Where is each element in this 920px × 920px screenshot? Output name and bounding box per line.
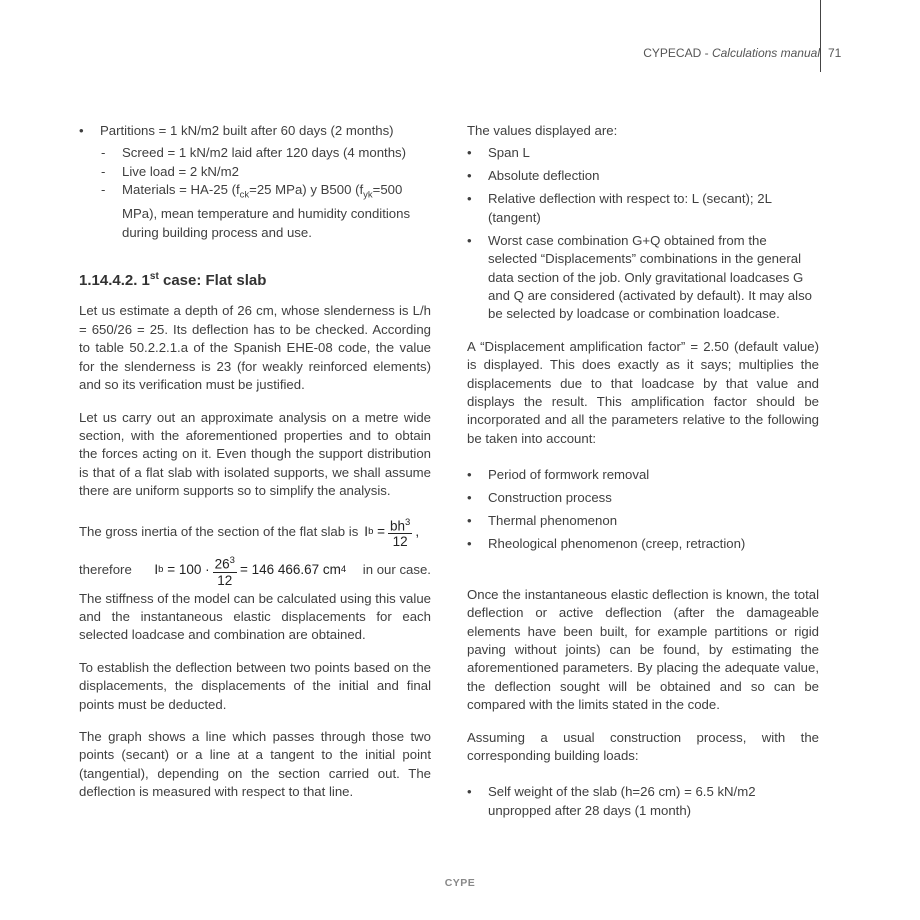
- partitions-text: Partitions = 1 kN/m2 built after 60 days (2 months): [100, 123, 394, 138]
- page-header: [643, 46, 820, 60]
- list-item: • Thermal phenomenon: [467, 512, 819, 530]
- header-separator: -: [701, 46, 712, 60]
- paragraph: The stiffness of the model can be calculated using this value and the instantaneous elastic displacements for each selected loadcase and combination are obtained.: [79, 590, 431, 643]
- numerator-text: 26: [214, 556, 230, 572]
- in-our-case-text: in our case.: [362, 562, 431, 578]
- list-item: - Screed = 1 kN/m2 laid after 120 days (4 months): [100, 144, 431, 162]
- header-divider: [820, 0, 821, 72]
- values-list: [467, 144, 819, 323]
- list-item: • Absolute deflection: [467, 167, 819, 185]
- list-item: • Worst case combination G+Q obtained from the selected “Displacements” combinations in the general data section of the job. Only gravitational loadcases G and Q are considered (activated by default). It may also be selected by loadcase or combination loadcase.: [467, 232, 819, 324]
- paragraph: The graph shows a line which passes through those two points (secant) or a line at a tangent to the initial point (tangential), depending on the section carried out. The deflection is measured with respect to that line.: [79, 728, 431, 800]
- list-item: [79, 122, 431, 242]
- paragraph: Assuming a usual construction process, with the corresponding building loads:: [467, 729, 819, 763]
- list-item: • Relative deflection with respect to: L (secant); 2L (tangent): [467, 190, 819, 227]
- header-title: CYPECAD: [643, 46, 702, 60]
- fraction-denominator: 12: [217, 572, 233, 588]
- fraction-denominator: 12: [392, 534, 408, 550]
- formula-result: = 146 466.67 cm: [239, 562, 341, 578]
- formula-subscript: b: [158, 564, 164, 576]
- load-list: [79, 122, 431, 242]
- materials-text-b: =25 MPa) y B500 (f: [249, 182, 364, 198]
- paragraph: A “Displacement amplification factor” = 2.50 (default value) is displayed. This does exactly as it says; multiplies the displacements due to that loadcase by that value and displays the result. This amplification factor should be incorporated and all the parameters relative to the following be taken into account:: [467, 338, 819, 446]
- header-subtitle: Calculations manual: [711, 46, 820, 60]
- paragraph: To establish the deflection between two points based on the displacements, the displacements of the initial and final points must be deducted.: [79, 659, 431, 712]
- formula-symbol: I: [364, 523, 369, 539]
- fraction-numerator: [388, 515, 412, 535]
- list-item: [100, 181, 431, 242]
- gross-inertia-text: The gross inertia of the section of the flat slab is: [79, 523, 359, 539]
- formula-subscript: b: [368, 525, 374, 537]
- result-exponent: 4: [340, 564, 347, 576]
- materials-text-a: Materials = HA-25 (f: [122, 182, 240, 198]
- paragraph: Let us carry out an approximate analysis on a metre wide section, with the aforementioned properties and to obtain the forces acting on it. Even though the support distribution is that of a flat slab with isolated supports, we shall assume there are uniform supports so to simplify the analysis.: [79, 409, 431, 499]
- numerator-text: bh: [390, 518, 406, 534]
- numerator-exponent: 3: [229, 555, 235, 567]
- list-item: • Rheological phenomenon (creep, retraction): [467, 535, 819, 553]
- formula-equals: =: [377, 523, 386, 539]
- right-column: [467, 122, 819, 825]
- list-item: • Self weight of the slab (h=26 cm) = 6.5 kN/m2 unpropped after 28 days (1 month): [467, 783, 819, 820]
- footer-brand: CYPE: [444, 877, 476, 889]
- left-column: [79, 122, 431, 816]
- fraction-numerator: [213, 553, 237, 573]
- list-item: • Construction process: [467, 489, 819, 507]
- fraction: [388, 515, 412, 550]
- inertia-result-line: [79, 553, 431, 588]
- heading-superscript: st: [149, 271, 159, 283]
- list-item: • Period of formwork removal: [467, 466, 819, 484]
- inertia-result-formula: [154, 553, 346, 588]
- therefore-text: therefore: [79, 562, 132, 578]
- section-heading: [79, 268, 431, 290]
- paragraph: The values displayed are:: [467, 123, 618, 138]
- inertia-formula: [364, 515, 419, 550]
- formula-symbol: I: [154, 562, 159, 578]
- paragraph: Let us estimate a depth of 26 cm, whose slenderness is L/h = 650/26 = 25. Its deflection has to be checked. According to table 50.2.2.1.a of the Spanish EHE-08 code, the value for the slenderness is 23 (for weakly reinforced elements) and so its verification must be justified.: [79, 303, 431, 393]
- numerator-exponent: 3: [405, 516, 411, 528]
- gross-inertia-line: [79, 515, 431, 550]
- factors-list: [467, 466, 819, 553]
- fraction: [213, 553, 237, 588]
- heading-number: 1.14.4.2. 1: [79, 272, 150, 290]
- list-item: • Span L: [467, 144, 819, 162]
- sub-load-list: [100, 144, 431, 242]
- paragraph: Once the instantaneous elastic deflection is known, the total deflection or active deflection (after the damageable elements have been built, for example partitions or rigid paving without joints) can be found, by estimating the aforementioned parameters. By placing the adequate value, the deflection sought will be obtained and so can be compared with the limits stated in the code.: [467, 586, 819, 713]
- materials-text-c: =500 MPa), mean temperature and humidity conditions during building process and use.: [122, 182, 411, 240]
- ck-subscript: ck: [239, 189, 250, 201]
- yk-subscript: yk: [363, 189, 373, 201]
- formula-comma: ,: [415, 523, 420, 539]
- heading-text: case: Flat slab: [158, 272, 267, 290]
- self-weight-list: [467, 783, 819, 820]
- page-number: 71: [828, 46, 842, 60]
- formula-multiplier: = 100 ·: [167, 562, 210, 578]
- list-item: - Live load = 2 kN/m2: [100, 163, 431, 181]
